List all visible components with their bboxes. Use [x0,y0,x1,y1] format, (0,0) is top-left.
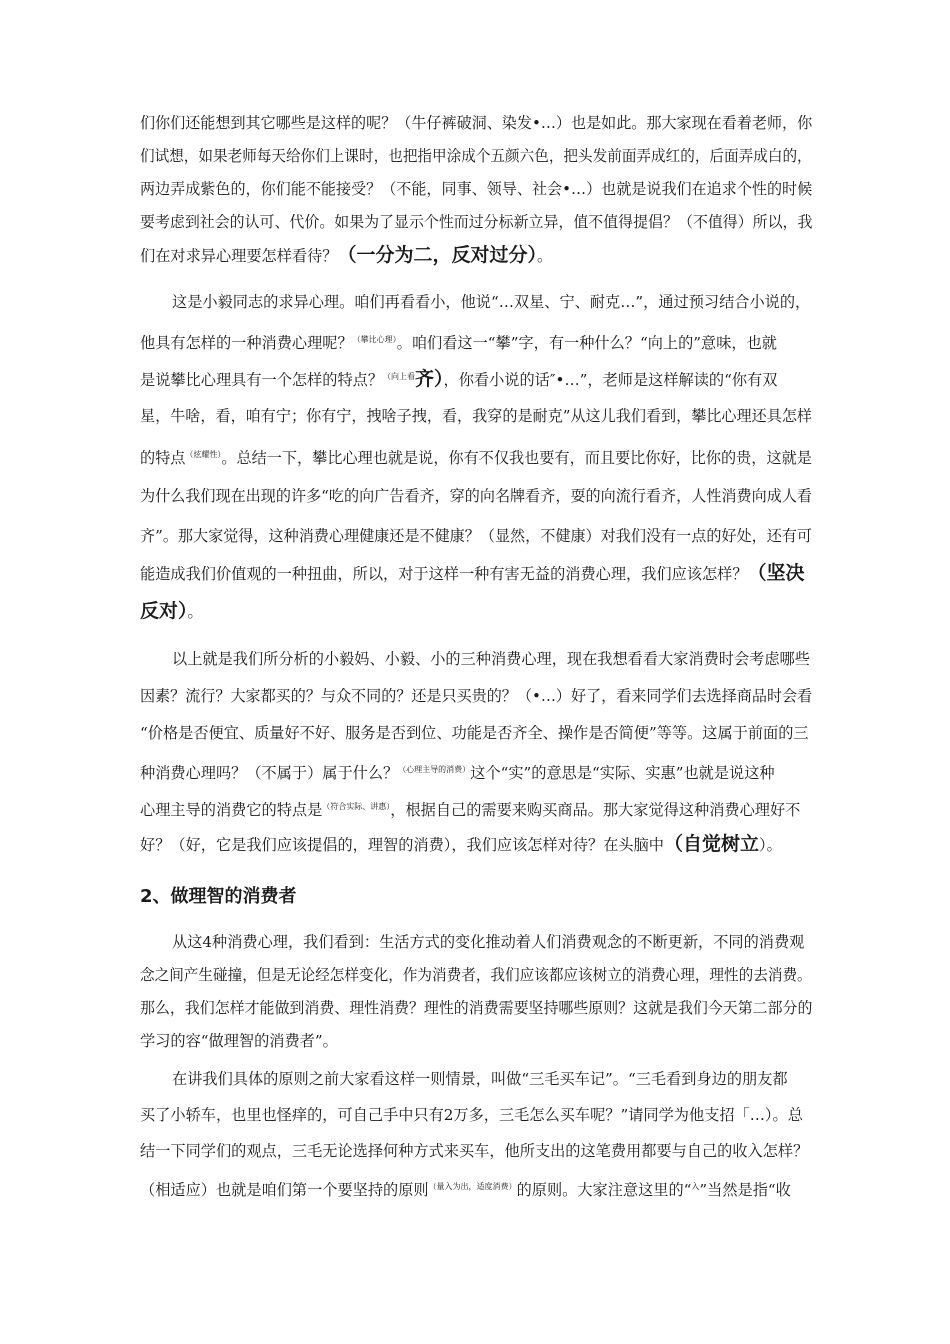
text-line [140,563,805,584]
text-line [140,445,812,468]
text-line: 学习的容“做理智的消费者”。 [140,1032,338,1050]
text-run: 。 [187,603,203,621]
text-run: 是说攀比心理具有一个怎样的特点？ [140,371,383,389]
small-annotation: （量入为出，适度消费） [428,1182,517,1191]
text-line: 这是小毅同志的求异心理。咱们再看看小，他说“…双星、宁、耐克…”，通过预习结合小说的， [172,293,811,311]
text-line: 们你们还能想到其它哪些是这样的呢？（牛仔裤破洞、染发•…）也是如此。那大家现在看着老师，你 [140,114,813,132]
text-run: 的特点 [140,449,186,467]
small-annotation: 入 [691,1182,700,1191]
text-line: 在讲我们具体的原则之前大家看这样一则情景，叫做“三毛买车记”。“三毛看到身边的朋友都 [172,1070,788,1088]
text-line [140,760,775,783]
text-line: 那么，我们怎样才能做到消费、理性消费？理性的消费需要坚持哪些原则？这就是我们今天第二部分的 [140,999,813,1017]
text-line: 因素？流行？大家都买的？与众不同的？还是只买贵的？（•…）好了，看来同学们去选择商品时会看 [140,687,813,705]
text-run: ”当然是指“收 [699,1181,791,1199]
text-run: 们在对求异心理要怎样看待？ [140,247,338,265]
small-annotation: （心理主导的消费） [398,765,471,774]
text-line: 要考虑到社会的认可、代价。如果为了显示个性而过分标新立异，值不值得提倡？（不值得）所以，我 [140,213,813,231]
text-line: 买了小轿车，也里也怪痒的，可自己手中只有2万多，三毛怎么买车呢？”请同学为他支招「…）。总 [140,1106,803,1124]
text-run: 的原则。大家注意这里的“ [516,1181,692,1199]
text-run: 。 [536,247,553,265]
emphasis-answer: （自觉树立 [663,833,759,855]
text-run: 心理主导的消费它的特点是 [140,801,323,819]
text-line: 念之间产生碰撞，但是无论经怎样变化，作为消费者，我们应该都应该树立的消费心理，理性的去消费。 [140,966,812,984]
text-run: 。总结一下，攀比心理也就是说，你有不仅我也要有，而且要比你好，比你的贵，这就是 [221,449,812,467]
text-line: 星，牛啥，看，咱有宁；你有宁，拽啥子拽，看，我穿的是耐克”从这儿我们看到，攀比心理还具怎样 [140,407,813,425]
small-annotation: （攀比心理） [352,335,397,344]
text-line: 结一下同学们的观点，三毛无论选择何种方式来买车，他所支出的这笔费用都要与自己的收入怎样？ [140,1142,809,1160]
text-line: 齐”。那大家觉得，这种消费心理健康还是不健康？（显然，不健康）对我们没有一点的好处，还有可 [140,527,813,545]
text-line [140,601,203,622]
text-run: 。咱们看这一“攀”字，有一种什么？“向上的”意味，也就 [396,334,777,352]
text-run: ，根据自己的需要来购买商品。那大家觉得这种消费心理好不 [390,801,801,819]
text-line: 为什么我们现在出现的许多“吃的向广告看齐，穿的向名牌看齐，耍的向流行看齐，人性消费向成人看 [140,487,813,505]
emphasis-answer: 齐） [415,368,444,390]
text-run: 种消费心理吗？（不属于）属于什么？ [140,764,399,782]
text-line: “价格是否便宜、质量好不好、服务是否到位、功能是否齐全、操作是否简便”等等。这属于前面的三 [140,724,809,742]
text-line: 们试想，如果老师每天给你们上课时，也把指甲涂成个五颜六色，把头发前面弄成红的，后面弄成白的， [140,147,812,165]
text-run: （相适应）也就是咱们第一个要坚持的原则 [140,1181,429,1199]
text-line [140,245,552,266]
text-line [140,1177,791,1200]
text-line [140,834,782,855]
text-run: 能造成我们价值观的一种扭曲，所以，对于这样一种有害无益的消费心理，我们应该怎样？ [140,565,748,583]
text-line [140,797,800,820]
emphasis-answer: （坚决 [747,562,805,584]
text-line [140,367,777,390]
text-line [140,330,777,353]
emphasis-answer: （一分为二，反对过分） [337,244,537,266]
text-run: ，你看小说的话″•…”，老师是这样解读的“你有双 [443,371,778,389]
text-line: 以上就是我们所分析的小毅妈、小毅、小的三种消费心理，现在我想看看大家消费时会考虑哪些 [172,650,810,668]
small-annotation: （向上看 [383,372,415,381]
text-line: 从这4种消费心理，我们看到：生活方式的变化推动着人们消费观念的不断更新，不同的消费观 [172,933,805,951]
small-annotation: （符合实际、讲惠） [322,802,391,811]
section-heading: 2、做理智的消费者 [140,886,297,907]
text-run: ）。 [758,836,782,854]
emphasis-answer: 反对） [140,600,188,622]
text-line: 两边弄成紫色的，你们能不能接受？（不能，同事、领导、社会•…）也就是说我们在追求个性的时候 [140,180,813,198]
text-run: 好？（好，它是我们应该提倡的，理智的消费），我们应该怎样对待？在头脑中 [140,836,664,854]
small-annotation: （炫耀性） [185,450,222,459]
text-run: 他具有怎样的一种消费心理呢？ [140,334,353,352]
text-run: 这个“实”的意思是“实际、实惠”也就是说这种 [470,764,775,782]
